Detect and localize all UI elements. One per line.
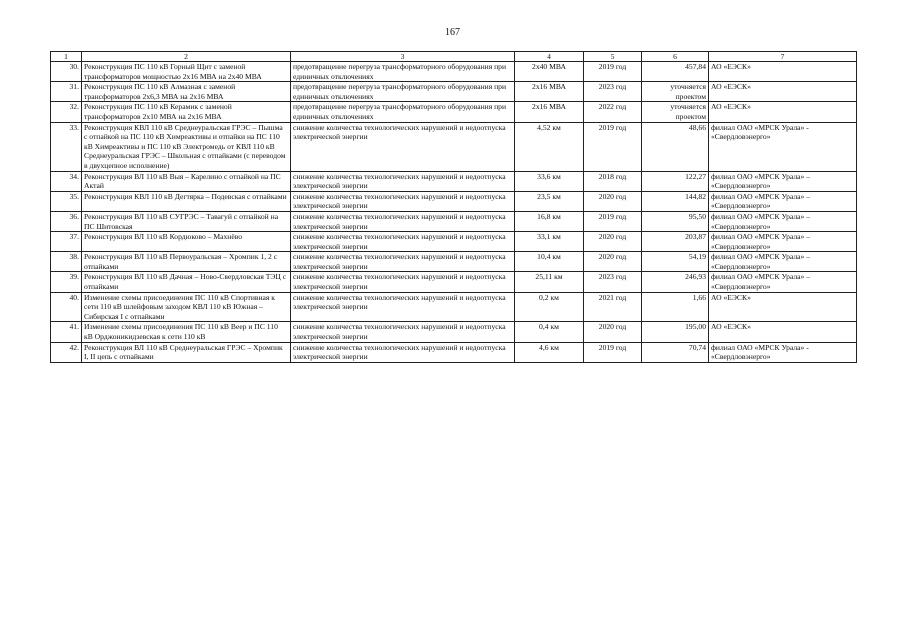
project-name: Реконструкция ПС 110 кВ Горный Щит с заменой трансформаторов мощностью 2х16 МВА на 2х40 МВА bbox=[82, 62, 291, 82]
table-row bbox=[51, 342, 857, 362]
row-number: 30. bbox=[51, 62, 82, 82]
project-capacity: 2х16 МВА bbox=[515, 82, 584, 102]
project-cost: 195,00 bbox=[642, 322, 709, 342]
project-capacity: 16,8 км bbox=[515, 211, 584, 231]
project-name: Реконструкция ВЛ 110 кВ Кордюково – Махнёво bbox=[82, 232, 291, 252]
project-name: Реконструкция ВЛ 110 кВ Дачная – Ново-Свердловская ТЭЦ с отпайками bbox=[82, 272, 291, 292]
project-cost: 203,87 bbox=[642, 232, 709, 252]
row-number: 31. bbox=[51, 82, 82, 102]
project-cost: 1,66 bbox=[642, 292, 709, 322]
row-number: 35. bbox=[51, 191, 82, 211]
project-cost: уточняется проектом bbox=[642, 82, 709, 102]
project-name: Реконструкция КВЛ 110 кВ Среднеуральская ГРЭС – Пышма с отпайкой на ПС 110 кВ Химреактивы и отпайки на ПС 110 кВ Химреактивы и ПС 110 кВ Электромедь от КВЛ 110 кВ Среднеуральская ГРЭС – Школьная с отпайками (с переводом в двухцепное исполнение) bbox=[82, 122, 291, 171]
table-row bbox=[51, 171, 857, 191]
project-owner: АО «ЕЭСК» bbox=[709, 62, 857, 82]
project-purpose: предотвращение перегруза трансформаторного оборудования при единичных отключениях bbox=[291, 82, 515, 102]
table-row bbox=[51, 272, 857, 292]
table-row bbox=[51, 82, 857, 102]
project-cost: 48,66 bbox=[642, 122, 709, 171]
project-capacity: 0,4 км bbox=[515, 322, 584, 342]
project-capacity: 2х16 МВА bbox=[515, 102, 584, 122]
column-header: 5 bbox=[584, 52, 642, 62]
project-year: 2020 год bbox=[584, 232, 642, 252]
project-year: 2023 год bbox=[584, 272, 642, 292]
project-capacity: 23,5 км bbox=[515, 191, 584, 211]
project-owner: филиал ОАО «МРСК Урала» – «Свердловэнерго» bbox=[709, 171, 857, 191]
project-capacity: 4,52 км bbox=[515, 122, 584, 171]
project-cost: 70,74 bbox=[642, 342, 709, 362]
project-cost: уточняется проектом bbox=[642, 102, 709, 122]
project-capacity: 4,6 км bbox=[515, 342, 584, 362]
project-owner: филиал ОАО «МРСК Урала» – «Свердловэнерго» bbox=[709, 211, 857, 231]
project-purpose: снижение количества технологических нарушений и недоотпуска электрической энергии bbox=[291, 292, 515, 322]
project-owner: филиал ОАО «МРСК Урала» - «Свердловэнерго» bbox=[709, 122, 857, 171]
project-capacity: 2х40 МВА bbox=[515, 62, 584, 82]
project-owner: АО «ЕЭСК» bbox=[709, 292, 857, 322]
table-row bbox=[51, 211, 857, 231]
project-owner: филиал ОАО «МРСК Урала» – «Свердловэнерго» bbox=[709, 191, 857, 211]
project-capacity: 33,6 км bbox=[515, 171, 584, 191]
project-name: Реконструкция ВЛ 110 кВ Выя – Карелино с отпайкой на ПС Актай bbox=[82, 171, 291, 191]
project-owner: АО «ЕЭСК» bbox=[709, 322, 857, 342]
project-year: 2021 год bbox=[584, 292, 642, 322]
project-purpose: снижение количества технологических нарушений и недоотпуска электрической энергии bbox=[291, 322, 515, 342]
page-number: 167 bbox=[445, 27, 460, 38]
table-row bbox=[51, 191, 857, 211]
project-purpose: предотвращение перегруза трансформаторного оборудования при единичных отключениях bbox=[291, 62, 515, 82]
project-year: 2019 год bbox=[584, 342, 642, 362]
project-year: 2023 год bbox=[584, 82, 642, 102]
project-cost: 457,84 bbox=[642, 62, 709, 82]
project-cost: 122,27 bbox=[642, 171, 709, 191]
project-name: Изменение схемы присоединения ПС 110 кВ Веер и ПС 110 кВ Орджоникидзевская к сети 110 кВ bbox=[82, 322, 291, 342]
project-purpose: снижение количества технологических нарушений и недоотпуска электрической энергии bbox=[291, 122, 515, 171]
row-number: 33. bbox=[51, 122, 82, 171]
project-purpose: снижение количества технологических нарушений и недоотпуска электрической энергии bbox=[291, 342, 515, 362]
project-owner: филиал ОАО «МРСК Урала» – «Свердловэнерго» bbox=[709, 252, 857, 272]
projects-table bbox=[50, 51, 857, 363]
row-number: 36. bbox=[51, 211, 82, 231]
table-row bbox=[51, 62, 857, 82]
project-year: 2019 год bbox=[584, 122, 642, 171]
project-purpose: снижение количества технологических нарушений и недоотпуска электрической энергии bbox=[291, 211, 515, 231]
row-number: 39. bbox=[51, 272, 82, 292]
column-header: 7 bbox=[709, 52, 857, 62]
table-row bbox=[51, 102, 857, 122]
project-name: Реконструкция ПС 110 кВ Алмазная с заменой трансформаторов 2х6,3 МВА на 2х16 МВА bbox=[82, 82, 291, 102]
project-name: Реконструкция ПС 110 кВ Керамик с заменой трансформаторов 2х10 МВА на 2х16 МВА bbox=[82, 102, 291, 122]
project-year: 2019 год bbox=[584, 211, 642, 231]
project-purpose: снижение количества технологических нарушений и недоотпуска электрической энергии bbox=[291, 171, 515, 191]
project-owner: филиал ОАО «МРСК Урала» – «Свердловэнерго» bbox=[709, 232, 857, 252]
row-number: 37. bbox=[51, 232, 82, 252]
table-row bbox=[51, 292, 857, 322]
column-header: 3 bbox=[291, 52, 515, 62]
column-header: 2 bbox=[82, 52, 291, 62]
project-capacity: 0,2 км bbox=[515, 292, 584, 322]
project-capacity: 25,11 км bbox=[515, 272, 584, 292]
column-header: 6 bbox=[642, 52, 709, 62]
column-header: 4 bbox=[515, 52, 584, 62]
project-owner: филиал ОАО «МРСК Урала» - «Свердловэнерго» bbox=[709, 342, 857, 362]
project-cost: 144,82 bbox=[642, 191, 709, 211]
project-owner: АО «ЕЭСК» bbox=[709, 82, 857, 102]
project-owner: филиал ОАО «МРСК Урала» – «Свердловэнерго» bbox=[709, 272, 857, 292]
project-name: Реконструкция ВЛ 110 кВ Среднеуральская ГРЭС – Хромпик I, II цепь с отпайками bbox=[82, 342, 291, 362]
project-capacity: 33,1 км bbox=[515, 232, 584, 252]
project-cost: 246,93 bbox=[642, 272, 709, 292]
column-number-row bbox=[51, 52, 857, 62]
row-number: 40. bbox=[51, 292, 82, 322]
project-year: 2020 год bbox=[584, 252, 642, 272]
row-number: 38. bbox=[51, 252, 82, 272]
project-name: Реконструкция ВЛ 110 кВ Первоуральская – Хромпик 1, 2 с отпайками bbox=[82, 252, 291, 272]
project-year: 2020 год bbox=[584, 322, 642, 342]
table-row bbox=[51, 122, 857, 171]
project-name: Реконструкция КВЛ 110 кВ Дегтярка – Подевская с отпайками bbox=[82, 191, 291, 211]
project-cost: 95,50 bbox=[642, 211, 709, 231]
project-purpose: снижение количества технологических нарушений и недоотпуска электрической энергии bbox=[291, 191, 515, 211]
row-number: 32. bbox=[51, 102, 82, 122]
project-purpose: снижение количества технологических нарушений и недоотпуска электрической энергии bbox=[291, 272, 515, 292]
project-purpose: снижение количества технологических нарушений и недоотпуска электрической энергии bbox=[291, 252, 515, 272]
project-year: 2020 год bbox=[584, 191, 642, 211]
project-cost: 54,19 bbox=[642, 252, 709, 272]
table-row bbox=[51, 232, 857, 252]
row-number: 34. bbox=[51, 171, 82, 191]
project-name: Изменение схемы присоединения ПС 110 кВ Спортивная к сети 110 кВ шлейфовым заходом КВЛ 110 кВ Южная – Сибирская I с отпайками bbox=[82, 292, 291, 322]
project-capacity: 10,4 км bbox=[515, 252, 584, 272]
table-row bbox=[51, 252, 857, 272]
row-number: 41. bbox=[51, 322, 82, 342]
row-number: 42. bbox=[51, 342, 82, 362]
table-row bbox=[51, 322, 857, 342]
column-header: 1 bbox=[51, 52, 82, 62]
project-year: 2018 год bbox=[584, 171, 642, 191]
project-purpose: предотвращение перегруза трансформаторного оборудования при единичных отключениях bbox=[291, 102, 515, 122]
project-year: 2022 год bbox=[584, 102, 642, 122]
project-year: 2019 год bbox=[584, 62, 642, 82]
project-purpose: снижение количества технологических нарушений и недоотпуска электрической энергии bbox=[291, 232, 515, 252]
project-name: Реконструкция ВЛ 110 кВ СУГРЭС – Тавагуй с отпайкой на ПС Шитовская bbox=[82, 211, 291, 231]
project-owner: АО «ЕЭСК» bbox=[709, 102, 857, 122]
